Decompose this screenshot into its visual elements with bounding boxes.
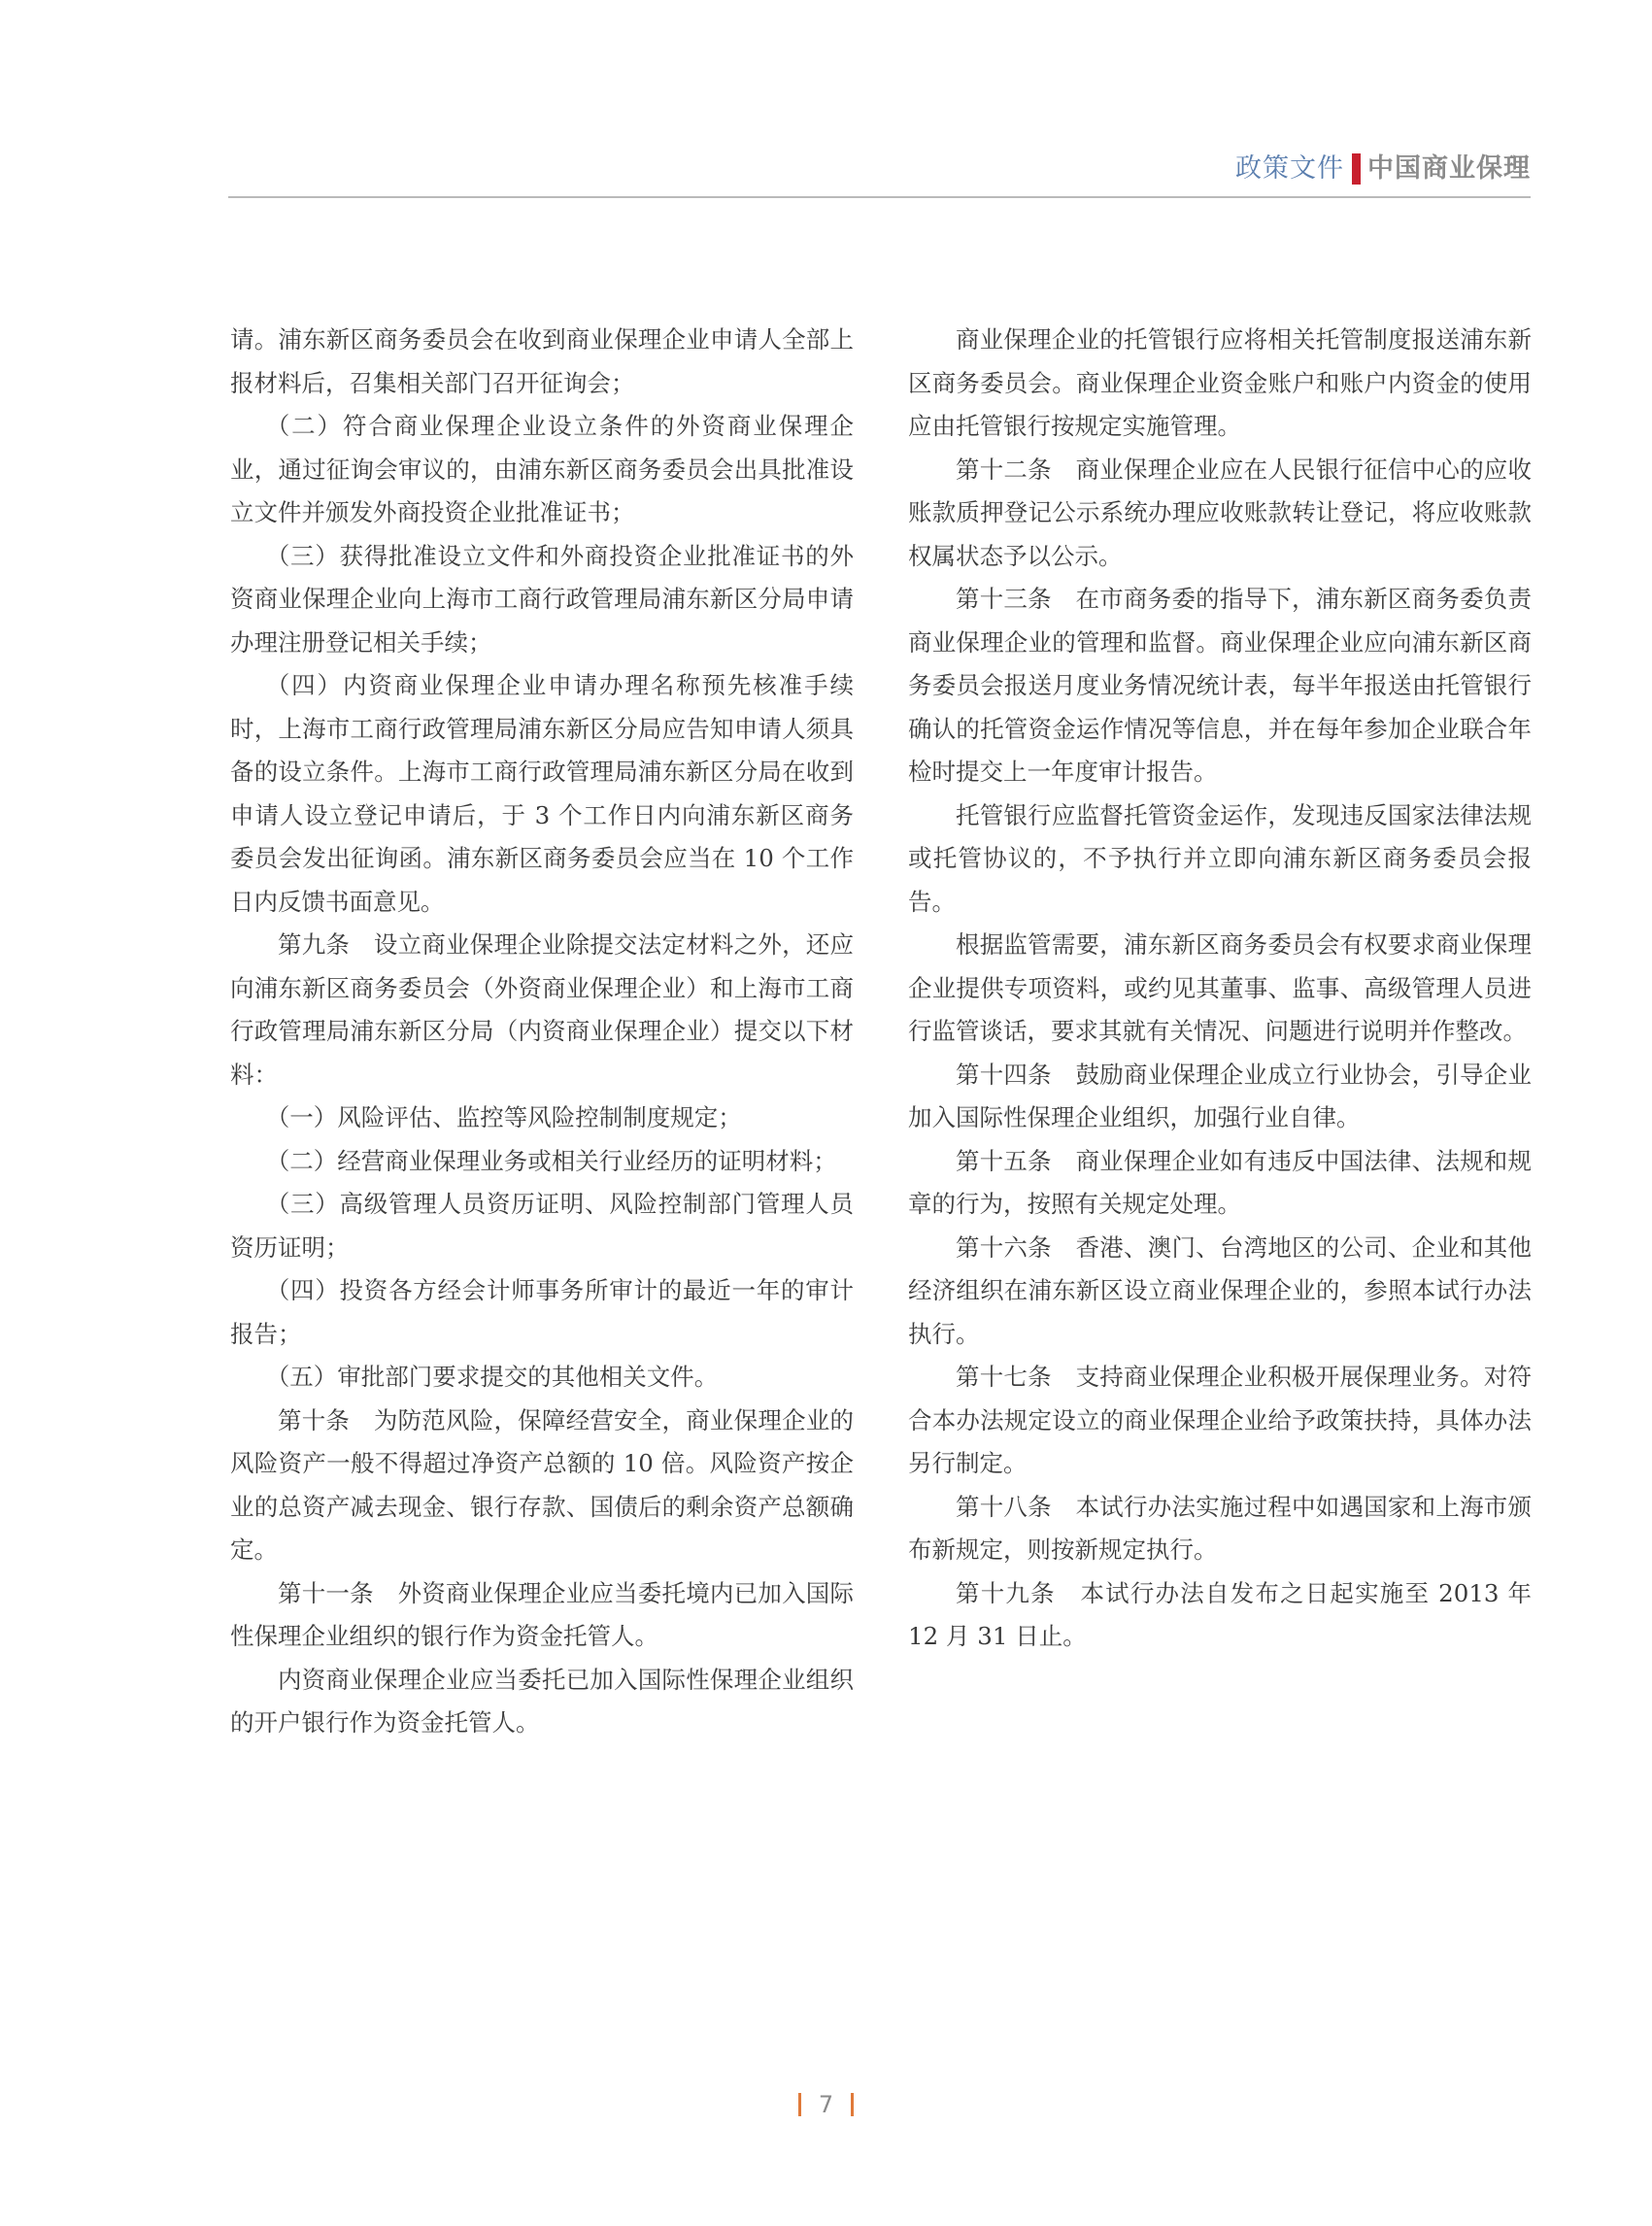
right-column [908, 319, 1532, 1659]
paragraph: 第十七条 支持商业保理企业积极开展保理业务。对符合本办法规定设立的商业保理企业给予政策扶持，具体办法另行制定。 [908, 1363, 1532, 1477]
left-column [230, 319, 854, 1745]
header-rule [228, 196, 1531, 198]
paragraph: 第十八条 本试行办法实施过程中如遇国家和上海市颁布新规定，则按新规定执行。 [908, 1492, 1532, 1564]
paragraph: 第十九条 本试行办法自发布之日起实施至 2013 年 12 月 31 日止。 [908, 1578, 1532, 1650]
paragraph: 请。浦东新区商务委员会在收到商业保理企业申请人全部上报材料后，召集相关部门召开征询会； [230, 325, 854, 397]
list-item: （一）风险评估、监控等风险控制制度规定； [265, 1103, 742, 1131]
page-number: 7 [818, 2091, 834, 2118]
page-folio [0, 2091, 1652, 2118]
paragraph: 第十六条 香港、澳门、台湾地区的公司、企业和其他经济组织在浦东新区设立商业保理企业的，参照本试行办法执行。 [908, 1232, 1532, 1348]
paragraph: 第十条 为防范风险，保障经营安全，商业保理企业的风险资产一般不得超过净资产总额的 10 倍。风险资产按企业的总资产减去现金、银行存款、国债后的剩余资产总额确定。 [230, 1405, 854, 1564]
running-header [228, 146, 1531, 198]
paragraph: 第十四条 鼓励商业保理企业成立行业协会，引导企业加入国际性保理企业组织，加强行业自律。 [908, 1060, 1532, 1131]
paragraph: 第十一条 外资商业保理企业应当委托境内已加入国际性保理企业组织的银行作为资金托管人。 [230, 1578, 854, 1650]
paragraph: 第九条 设立商业保理企业除提交法定材料之外，还应向浦东新区商务委员会（外资商业保理企业）和上海市工商行政管理局浦东新区分局（内资商业保理企业）提交以下材料： [230, 930, 854, 1089]
list-item: （三）高级管理人员资历证明、风险控制部门管理人员资历证明； [230, 1190, 854, 1262]
folio-left-bar [798, 2093, 801, 2116]
paragraph: （二）符合商业保理企业设立条件的外资商业保理企业，通过征询会审议的，由浦东新区商务委员会出具批准设立文件并颁发外商投资企业批准证书； [230, 412, 854, 526]
paragraph: （三）获得批准设立文件和外商投资企业批准证书的外资商业保理企业向上海市工商行政管理局浦东新区分局申请办理注册登记相关手续； [230, 541, 854, 657]
paragraph: 托管银行应监督托管资金运作，发现违反国家法律法规或托管协议的，不予执行并立即向浦东新区商务委员会报告。 [908, 800, 1532, 916]
header-section-title: 政策文件 [1235, 153, 1344, 184]
list-item: （五）审批部门要求提交的其他相关文件。 [265, 1363, 719, 1391]
header-title-group [1235, 152, 1531, 186]
paragraph: 商业保理企业的托管银行应将相关托管制度报送浦东新区商务委员会。商业保理企业资金账户和账户内资金的使用应由托管银行按规定实施管理。 [908, 325, 1532, 440]
header-red-bar [1352, 153, 1361, 185]
list-item: （四）投资各方经会计师事务所审计的最近一年的审计报告； [230, 1276, 854, 1348]
paragraph: 第十二条 商业保理企业应在人民银行征信中心的应收账款质押登记公示系统办理应收账款转让登记，将应收账款权属状态予以公示。 [908, 455, 1532, 570]
paragraph: 第十三条 在市商务委的指导下，浦东新区商务委负责商业保理企业的管理和监督。商业保理企业应向浦东新区商务委员会报送月度业务情况统计表，每半年报送由托管银行确认的托管资金运作情况等信息，并在每年参加企业联合年检时提交上一年度审计报告。 [908, 585, 1532, 786]
paragraph: 根据监管需要，浦东新区商务委员会有权要求商业保理企业提供专项资料，或约见其董事、监事、高级管理人员进行监管谈话，要求其就有关情况、问题进行说明并作整改。 [908, 930, 1532, 1045]
folio-right-bar [851, 2093, 854, 2116]
paragraph: 内资商业保理企业应当委托已加入国际性保理企业组织的开户银行作为资金托管人。 [230, 1665, 854, 1737]
header-magazine-title: 中国商业保理 [1367, 153, 1531, 184]
list-item: （二）经营商业保理业务或相关行业经历的证明材料； [265, 1146, 837, 1175]
paragraph: 第十五条 商业保理企业如有违反中国法律、法规和规章的行为，按照有关规定处理。 [908, 1146, 1532, 1218]
paragraph: （四）内资商业保理企业申请办理名称预先核准手续时，上海市工商行政管理局浦东新区分局应告知申请人须具备的设立条件。上海市工商行政管理局浦东新区分局在收到申请人设立登记申请后，于 3 个工作日内向浦东新区商务委员会发出征询函。浦东新区商务委员会应当在 10 个工作日内反馈书面意见。 [230, 671, 854, 916]
